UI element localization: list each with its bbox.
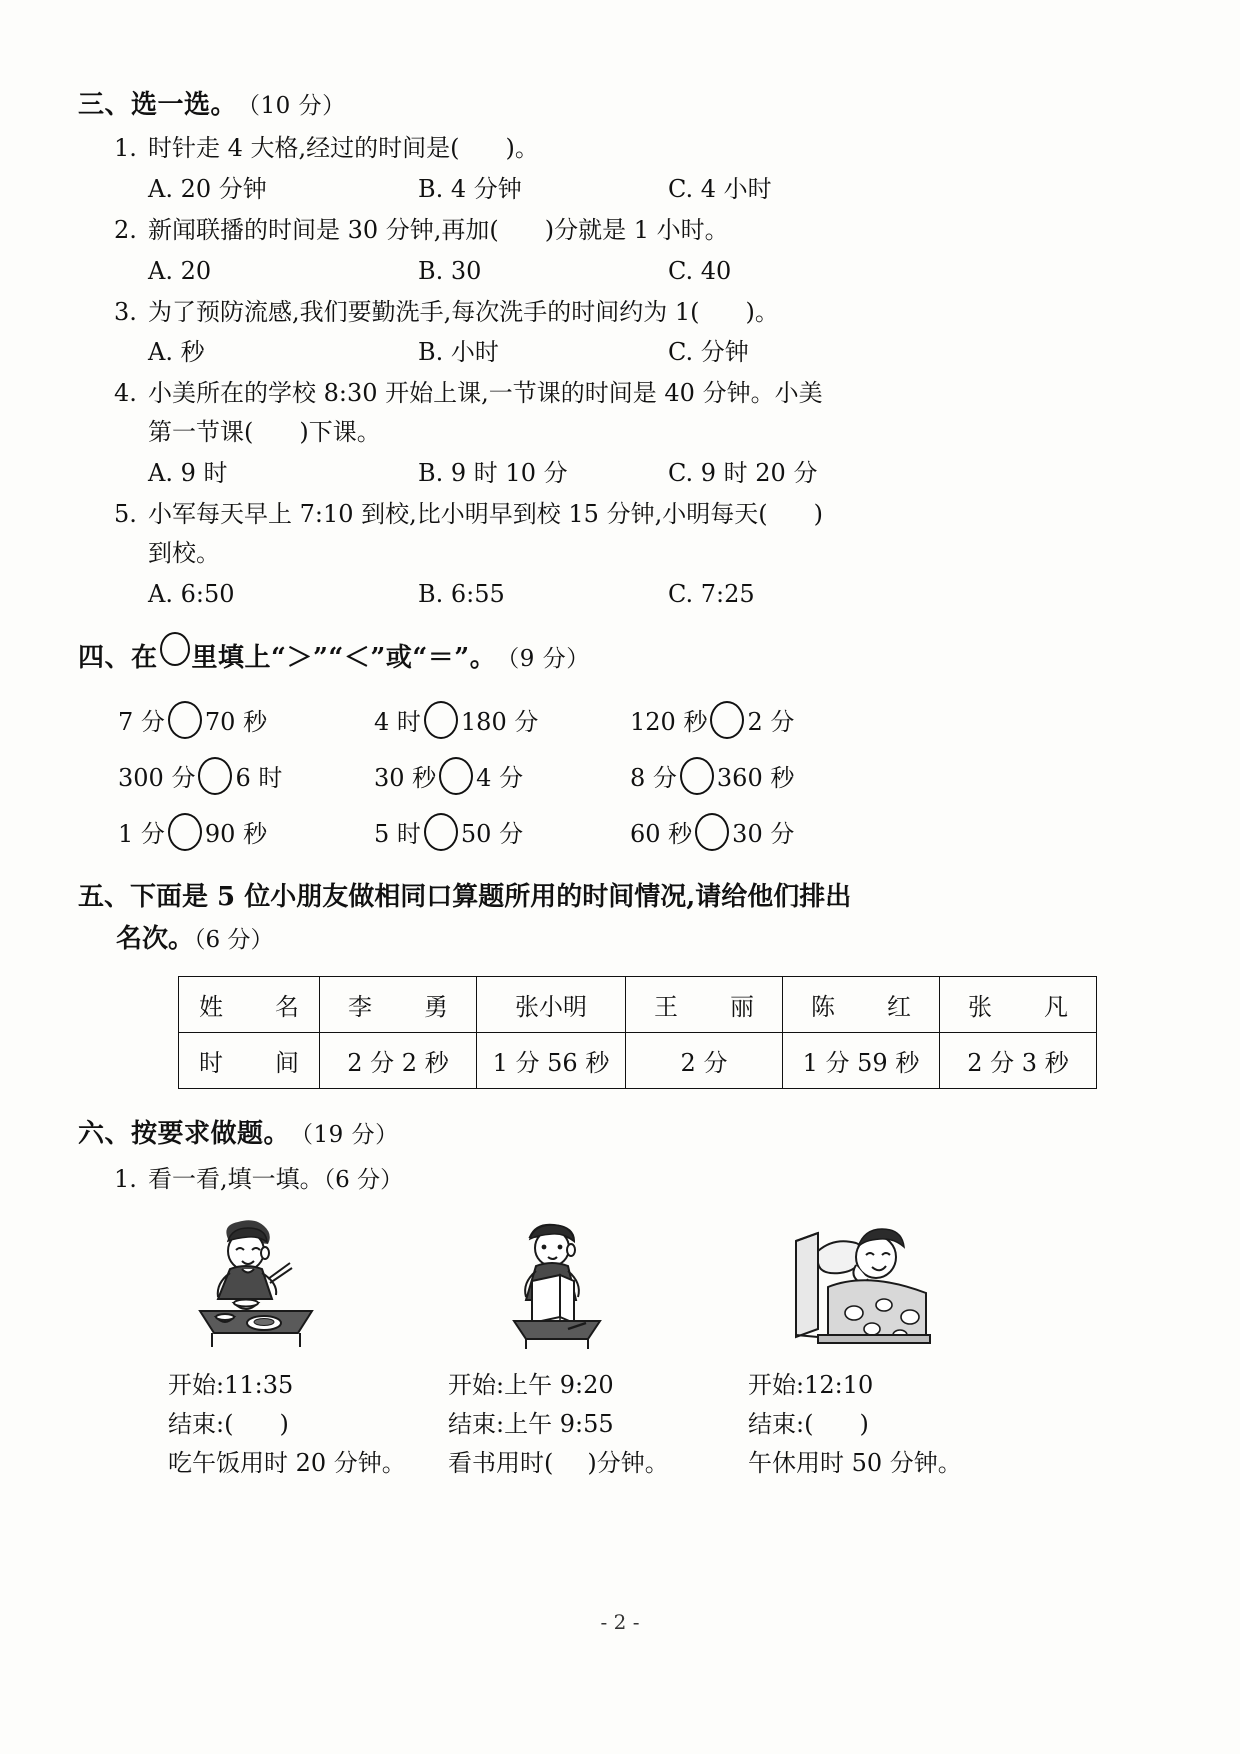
option-a[interactable]: A. 9 时	[148, 459, 228, 487]
section-5-title-line2-wrap	[78, 918, 1078, 960]
question-text-before: 为了预防流感,我们要勤洗手,每次洗手的时间约为 1(	[148, 297, 700, 326]
option-b[interactable]: B. 小时	[418, 338, 499, 367]
question-text-before: 新闻联播的时间是 30 分钟,再加(	[148, 215, 499, 244]
compare-left: 8 分	[630, 764, 677, 792]
question-number: 3.	[114, 297, 137, 326]
compare-item	[630, 757, 886, 795]
student-name: 张小明	[477, 976, 626, 1032]
girl-sleeping-in-bed-icon	[772, 1217, 940, 1352]
duration-label	[448, 1444, 748, 1483]
compare-right: 6 时	[235, 764, 283, 792]
compare-item	[118, 757, 374, 795]
section-6-title: 六、按要求做题。	[78, 1118, 291, 1149]
option-a[interactable]: A. 20	[148, 256, 212, 285]
question-item	[78, 374, 1078, 452]
compare-grid	[78, 692, 1078, 860]
compare-row	[118, 692, 1078, 748]
end-time-close: )	[279, 1409, 289, 1438]
compare-item	[374, 813, 630, 851]
option-c[interactable]: C. 4 小时	[668, 174, 772, 203]
compare-item	[118, 813, 374, 851]
compare-right: 2 分	[747, 708, 795, 736]
question-line2-after: )下课。	[299, 418, 381, 447]
section-4-title-p1: 四、在	[78, 642, 158, 673]
compare-circle-icon[interactable]	[168, 813, 202, 851]
option-b[interactable]: B. 4 分钟	[418, 174, 522, 203]
compare-right: 30 分	[732, 820, 795, 848]
question-number: 5.	[114, 499, 137, 528]
option-c[interactable]: C. 40	[668, 256, 732, 285]
student-time: 2 分 2 秒	[320, 1032, 477, 1088]
row-label-name: 姓 名	[179, 976, 320, 1032]
start-time-label: 开始:11:35	[168, 1370, 294, 1399]
student-name: 陈 红	[783, 976, 940, 1032]
section-5-points: （6 分）	[194, 926, 274, 953]
duration-after: )分钟。	[587, 1448, 669, 1477]
question-text	[114, 129, 1078, 168]
question-item	[78, 129, 1078, 168]
question-text	[114, 211, 1078, 250]
question-line2-before: 第一节课(	[148, 418, 254, 447]
picture-item	[448, 1217, 748, 1483]
section-6-sub1	[78, 1160, 1078, 1199]
option-b[interactable]: B. 9 时 10 分	[418, 459, 568, 487]
student-time: 1 分 59 秒	[783, 1032, 940, 1088]
option-row	[78, 170, 1078, 209]
sub-question-number: 1.	[114, 1164, 137, 1193]
option-c[interactable]: C. 9 时 20 分	[668, 459, 818, 487]
student-time: 2 分	[626, 1032, 783, 1088]
compare-item	[374, 757, 630, 795]
question-text: 小美所在的学校 8:30 开始上课,一节课的时间是 40 分钟。小美	[148, 379, 823, 408]
option-c[interactable]: C. 7:25	[668, 579, 755, 608]
sub-question-points: （6 分）	[323, 1166, 404, 1193]
question-text-line2: 到校。	[148, 538, 220, 567]
compare-row	[118, 748, 1078, 804]
question-text-before: 时针走 4 大格,经过的时间是(	[148, 134, 460, 162]
section-4-points: （9 分）	[496, 645, 590, 672]
question-item	[78, 211, 1078, 250]
compare-circle-icon[interactable]	[695, 813, 729, 851]
compare-right: 70 秒	[204, 708, 268, 736]
section-3-questions	[78, 129, 1078, 614]
compare-right: 4 分	[476, 764, 524, 792]
ranking-table-wrap	[78, 976, 1082, 1089]
question-item	[78, 293, 1078, 332]
duration-label: 吃午饭用时 20 分钟。	[168, 1448, 406, 1477]
option-row	[78, 333, 1078, 372]
question-text-after: )分就是 1 小时。	[544, 215, 729, 244]
start-time-label: 开始:上午 9:20	[448, 1370, 614, 1399]
section-3-heading	[78, 86, 1078, 125]
option-b[interactable]: B. 30	[418, 256, 482, 285]
compare-circle-icon[interactable]	[424, 701, 458, 739]
section-5-title-line2: 名次。	[116, 923, 195, 954]
question-number: 2.	[114, 215, 137, 244]
option-a[interactable]: A. 6:50	[148, 579, 235, 608]
compare-left: 5 时	[374, 820, 421, 848]
section-4-title-p2: 里填上“＞”“＜”或“＝”。	[191, 642, 497, 673]
ranking-table	[178, 976, 1097, 1089]
section-5-heading	[78, 876, 1078, 960]
end-time-close: )	[859, 1409, 869, 1438]
compare-item	[374, 701, 630, 739]
picture-item	[148, 1217, 448, 1483]
compare-row	[118, 804, 1078, 860]
sub-question-text-wrap	[114, 1160, 1078, 1199]
picture-question-group	[78, 1217, 1078, 1483]
boy-eating-meal-icon	[172, 1217, 340, 1352]
student-time: 1 分 56 秒	[477, 1032, 626, 1088]
page-content	[78, 86, 1082, 1483]
compare-left: 1 分	[118, 820, 165, 848]
section-6-points: （19 分）	[290, 1121, 399, 1148]
compare-item	[118, 701, 374, 739]
option-row	[78, 252, 1078, 291]
option-c[interactable]: C. 分钟	[668, 338, 749, 367]
section-5-title-line1: 五、下面是 5 位小朋友做相同口算题所用的时间情况,请给他们排出	[78, 881, 852, 912]
page-number: - 2 -	[600, 1610, 640, 1634]
duration-label: 午休用时 50 分钟。	[748, 1448, 962, 1477]
section-3-title: 三、选一选。	[78, 90, 238, 120]
row-label-time: 时 间	[179, 1032, 320, 1088]
compare-left: 30 秒	[374, 764, 437, 792]
compare-item	[630, 701, 886, 739]
question-number: 1.	[114, 134, 137, 162]
compare-right: 360 秒	[716, 764, 795, 792]
question-text-after: )。	[505, 134, 539, 162]
question-text	[114, 293, 1078, 332]
compare-left: 7 分	[118, 708, 165, 736]
end-time-label: 结束:上午 9:55	[448, 1409, 614, 1438]
question-text-before: 小军每天早上 7:10 到校,比小明早到校 15 分钟,小明每天(	[148, 499, 768, 528]
start-time-label: 开始:12:10	[748, 1370, 874, 1399]
option-b[interactable]: B. 6:55	[418, 579, 505, 608]
compare-circle-icon[interactable]	[424, 813, 458, 851]
student-name: 王 丽	[626, 976, 783, 1032]
compare-right: 180 分	[460, 708, 539, 736]
compare-circle-icon[interactable]	[439, 757, 473, 795]
student-time: 2 分 3 秒	[940, 1032, 1097, 1088]
table-row	[179, 976, 1097, 1032]
picture-item	[748, 1217, 1048, 1483]
end-time-text: 结束:(	[748, 1409, 814, 1438]
end-time-text: 结束:(	[168, 1409, 234, 1438]
compare-circle-icon[interactable]	[168, 701, 202, 739]
question-text: 小军每天早上 7:10 到校,比小明早到校 15 分钟,小明每天( )	[148, 499, 823, 528]
end-time-label	[748, 1405, 1048, 1444]
compare-circle-icon[interactable]	[198, 757, 232, 795]
compare-circle-icon	[160, 632, 190, 666]
section-4-heading	[78, 632, 1078, 678]
duration-before: 看书用时(	[448, 1448, 554, 1477]
compare-circle-icon[interactable]	[680, 757, 714, 795]
option-a[interactable]: A. 秒	[148, 338, 205, 367]
question-text-line2	[114, 413, 1078, 452]
question-text-after: )。	[745, 297, 779, 326]
compare-circle-icon[interactable]	[710, 701, 744, 739]
sub-question-text: 看一看,填一填。	[148, 1164, 324, 1193]
option-a[interactable]: A. 20 分钟	[148, 174, 267, 203]
option-row	[78, 575, 1078, 614]
compare-left: 4 时	[374, 708, 421, 736]
compare-left: 60 秒	[630, 820, 693, 848]
compare-right: 90 秒	[204, 820, 268, 848]
end-time-label	[148, 1405, 448, 1444]
boy-reading-book-icon	[472, 1217, 640, 1352]
table-row	[179, 1032, 1097, 1088]
question-item	[78, 495, 1078, 573]
student-name: 李 勇	[320, 976, 477, 1032]
compare-left: 300 分	[118, 764, 196, 792]
compare-left: 120 秒	[630, 708, 708, 736]
compare-right: 50 分	[460, 820, 524, 848]
section-3-points: （10 分）	[237, 93, 346, 119]
question-number: 4.	[114, 379, 137, 408]
option-row	[78, 454, 1078, 493]
compare-item	[630, 813, 886, 851]
student-name: 张 凡	[940, 976, 1097, 1032]
section-6-heading	[78, 1115, 1078, 1154]
